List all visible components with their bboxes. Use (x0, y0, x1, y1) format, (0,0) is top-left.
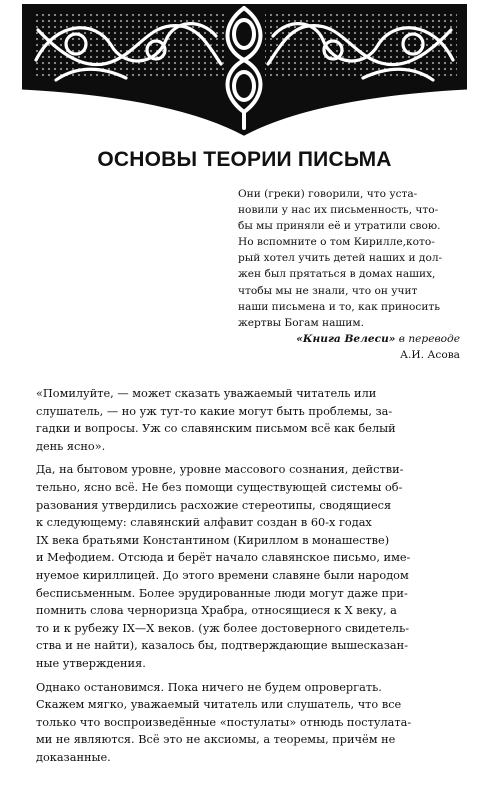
text-line: то и к рубежу IX—X веков. (уж более достоверного свидетель- (36, 621, 410, 635)
epigraph-line: рый хотел учить детей наших и дол- (238, 252, 443, 265)
text-line: ми не являются. Всё это не аксиомы, а теоремы, причём не (36, 733, 396, 747)
epigraph-source-title: «Книга Велеси» (296, 332, 396, 345)
epigraph-translator: А.И. Асова (400, 348, 460, 361)
text-line: бесписьменным. Более эрудированные люди могут даже при- (36, 586, 408, 600)
text-line: разования утвердились расхожие стереотипы, сводящиеся (36, 498, 392, 512)
text-line: тельно, ясно всё. Не без помощи существующей системы об- (36, 480, 403, 494)
epigraph-line: Они (греки) говорили, что уста- (238, 188, 418, 200)
text-line: Скажем мягко, уважаемый читатель или слушатель, что все (36, 698, 402, 712)
epigraph-source-note: в переводе (395, 332, 460, 345)
text-line: IX века братьями Константином (Кириллом в монашестве) (36, 533, 390, 547)
text-line: нуемое кириллицей. До этого времени славяне были народом (36, 568, 409, 582)
text-line: слушатель, — но уж тут-то какие могут быть проблемы, за- (36, 404, 393, 418)
text-line: «Помилуйте, — может сказать уважаемый читатель или (36, 387, 377, 400)
text-line: Да, на бытовом уровне, уровне массового сознания, действи- (36, 463, 404, 477)
text-line: к следующему: славянский алфавит создан в 60-х годах (36, 516, 372, 530)
text-line: ные утверждения. (36, 656, 146, 670)
text-line: день ясно». (36, 439, 106, 453)
chapter-title: ОСНОВЫ ТЕОРИИ ПИСЬМА (97, 148, 392, 171)
epigraph-line: бы мы приняли её и утратили свою. (238, 220, 441, 233)
text-line: и Мефодием. Отсюда и берёт начало славянское письмо, име- (36, 551, 411, 565)
epigraph-source (238, 331, 460, 347)
text-line: Однако остановимся. Пока ничего не будем опровергать. (36, 680, 382, 694)
body-text (36, 385, 468, 766)
epigraph-line: жертвы Богам нашим. (238, 316, 364, 329)
epigraph-line: чтобы мы не знали, что он учит (238, 284, 418, 297)
epigraph (238, 186, 460, 363)
epigraph-line: жен был прятаться в домах наших, (238, 268, 436, 281)
epigraph-line: наши письмена и то, как приносить (238, 300, 441, 313)
text-line: доказанные. (36, 750, 111, 764)
epigraph-line: Но вспомните о том Кирилле,кото- (238, 236, 435, 249)
text-line: помнить слова черноризца Храбра, относящиеся к X веку, а (36, 604, 397, 618)
ornament-headpiece (16, 0, 473, 140)
text-line: гадки и вопросы. Уж со славянским письмом всё как белый (36, 422, 396, 436)
epigraph-line: новили у нас их письменность, что- (238, 204, 439, 217)
text-line: ства и не найти), казалось бы, подтверждающие вышесказан- (36, 639, 409, 653)
text-line: только что воспроизведённые «постулаты» отнюдь постулата- (36, 715, 412, 729)
